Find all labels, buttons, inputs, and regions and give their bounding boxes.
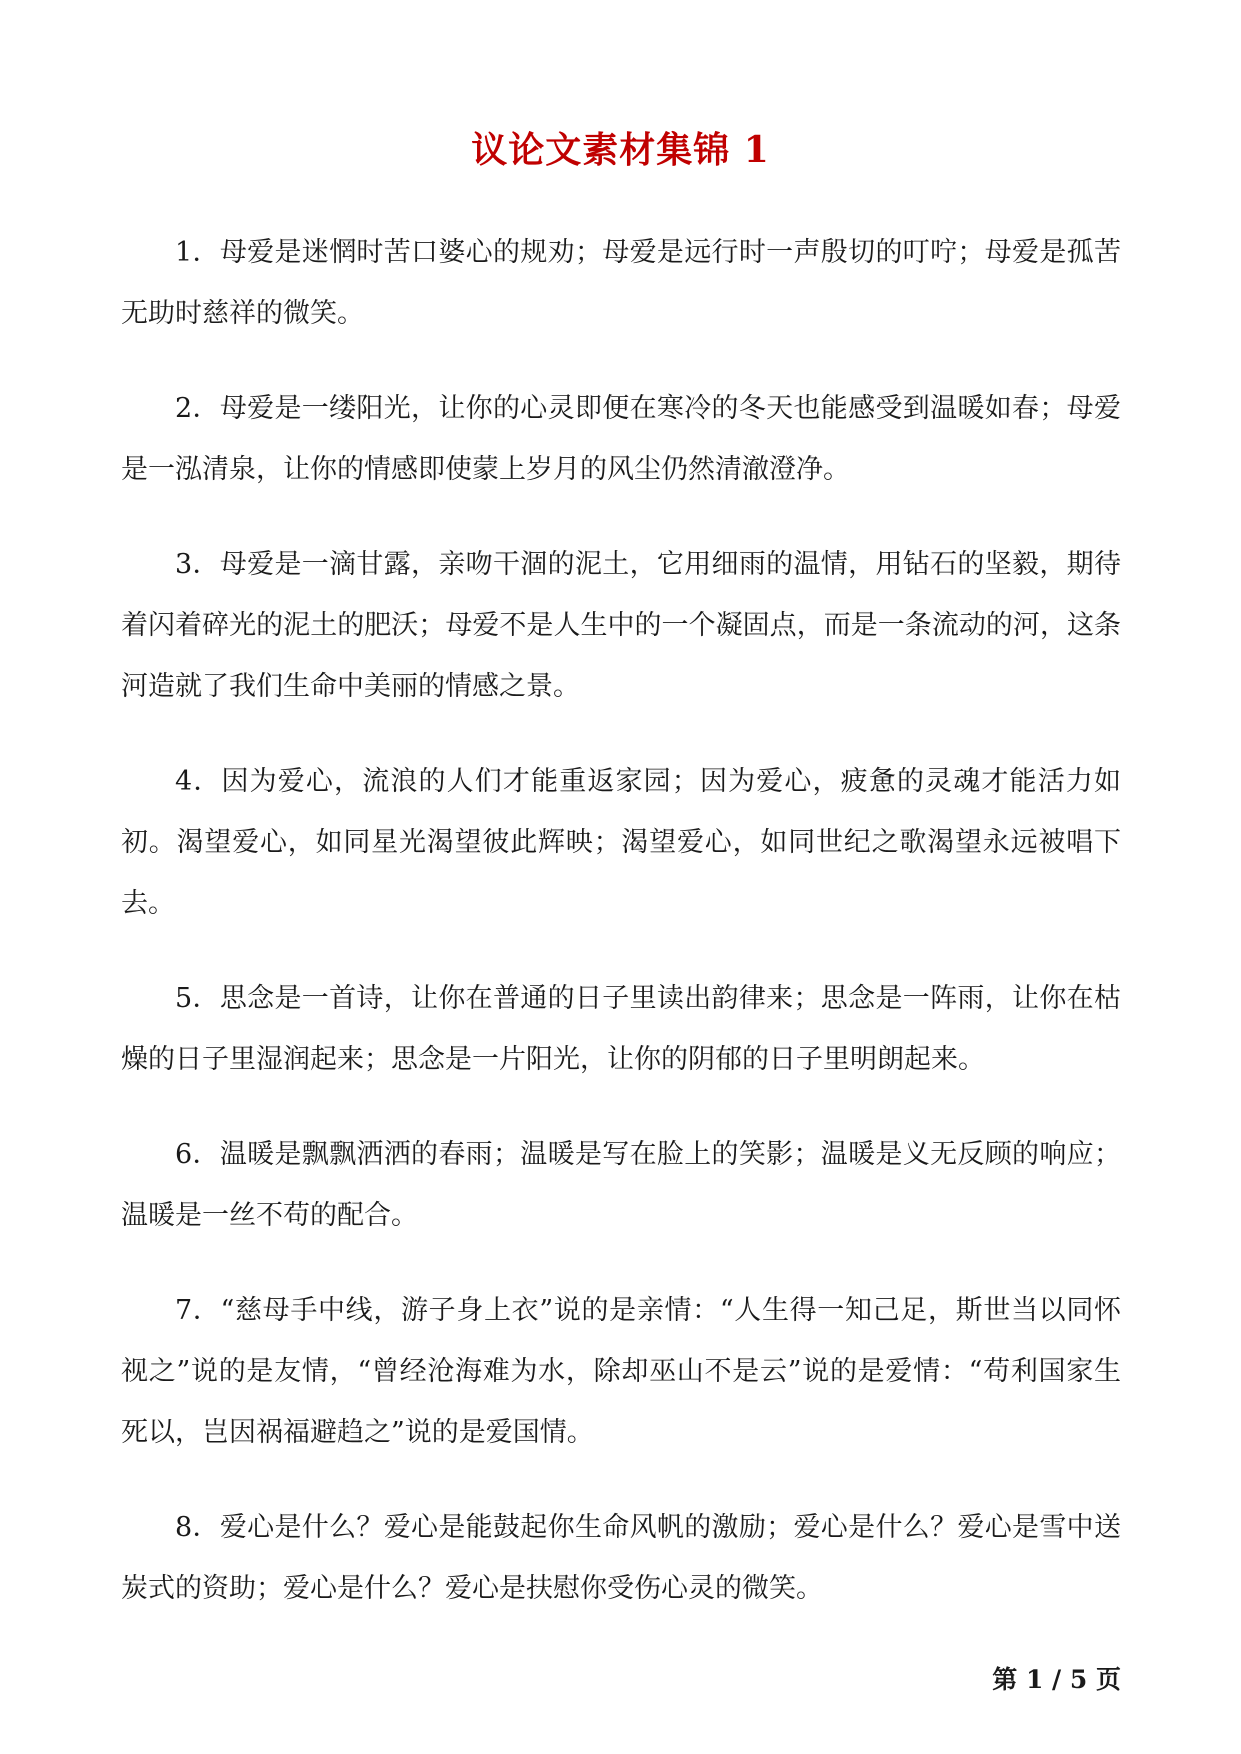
page-number: 第 1 / 5 页 bbox=[992, 1665, 1121, 1694]
paragraph-3: 3．母爱是一滴甘露，亲吻干涸的泥土，它用细雨的温情，用钻石的坚毅，期待着闪着碎光的泥土的肥沃；母爱不是人生中的一个凝固点，而是一条流动的河，这条河造就了我们生命中美丽的情感之景。 bbox=[121, 549, 1121, 702]
paragraph-5: 5．思念是一首诗，让你在普通的日子里读出韵律来；思念是一阵雨，让你在枯燥的日子里湿润起来；思念是一片阳光，让你的阴郁的日子里明朗起来。 bbox=[121, 983, 1121, 1075]
document-title: 议论文素材集锦 1 bbox=[471, 129, 770, 171]
paragraph-8: 8．爱心是什么？爱心是能鼓起你生命风帆的激励；爱心是什么？爱心是雪中送炭式的资助；爱心是什么？爱心是扶慰你受伤心灵的微笑。 bbox=[121, 1512, 1121, 1604]
paragraph-1: 1．母爱是迷惘时苦口婆心的规劝；母爱是远行时一声殷切的叮咛；母爱是孤苦无助时慈祥的微笑。 bbox=[121, 237, 1121, 329]
paragraph-2: 2．母爱是一缕阳光，让你的心灵即便在寒冷的冬天也能感受到温暖如春；母爱是一泓清泉，让你的情感即使蒙上岁月的风尘仍然清澈澄净。 bbox=[121, 393, 1121, 485]
paragraph-6: 6．温暖是飘飘洒洒的春雨；温暖是写在脸上的笑影；温暖是义无反顾的响应；温暖是一丝不苟的配合。 bbox=[121, 1139, 1121, 1231]
paragraph-4: 4．因为爱心，流浪的人们才能重返家园；因为爱心，疲惫的灵魂才能活力如初。渴望爱心，如同星光渴望彼此辉映；渴望爱心，如同世纪之歌渴望永远被唱下去。 bbox=[121, 766, 1121, 919]
document-body bbox=[121, 222, 1121, 1653]
paragraph-7: 7．“慈母手中线，游子身上衣”说的是亲情：“人生得一知己足，斯世当以同怀视之”说的是友情，“曾经沧海难为水，除却巫山不是云”说的是爱情：“苟利国家生死以，岂因祸福避趋之”说的是爱国情。 bbox=[121, 1295, 1121, 1448]
